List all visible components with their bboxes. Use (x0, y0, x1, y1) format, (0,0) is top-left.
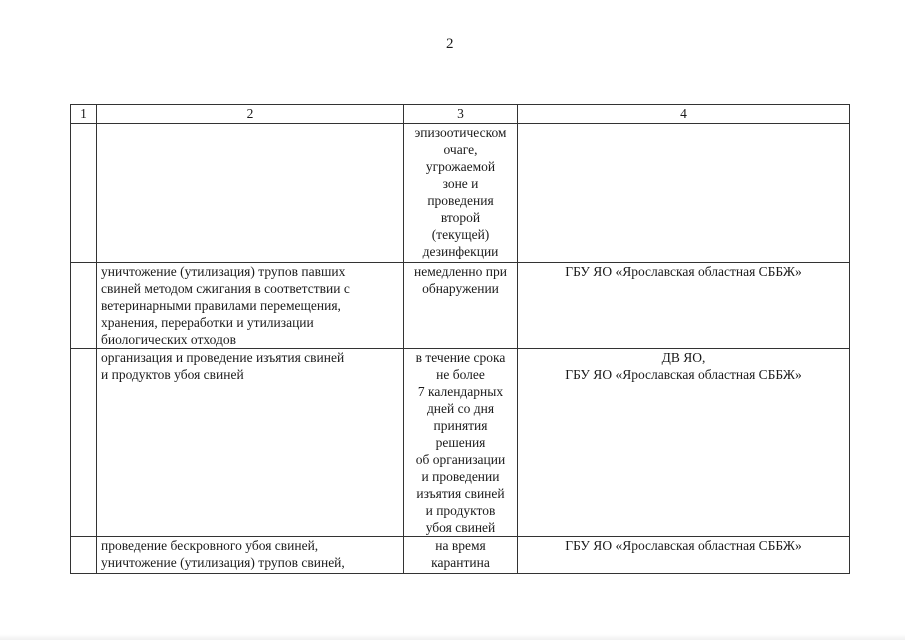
cell-text-line: уничтожение (утилизация) трупов свиней, (101, 555, 345, 570)
cell-text-line: зоне и (442, 176, 479, 191)
cell-text-line: угрожаемой (425, 159, 496, 174)
cell-text-line: карантина (431, 555, 490, 570)
header-cell-4: 4 (518, 105, 850, 124)
row-4-col-2 (97, 537, 404, 574)
row-2-col-4 (518, 263, 850, 349)
cell-text-line: дезинфекции (422, 244, 499, 259)
cell-text-line: эпизоотическом (414, 125, 507, 140)
row-1-col-2 (97, 124, 404, 263)
row-3-col-1 (71, 349, 97, 537)
cell-text-line: проведение бескровного убоя свиней, (101, 538, 319, 553)
row-1-col-3 (404, 124, 518, 263)
cell-text-line: принятия (433, 418, 488, 433)
row-4-col-4 (518, 537, 850, 574)
table-row (71, 263, 850, 349)
cell-text-line: 7 календарных (417, 384, 504, 399)
cell-text-line: очаге, (443, 142, 478, 157)
cell-text-line: организация и проведение изъятия свиней (101, 350, 345, 365)
row-1-col-4 (518, 124, 850, 263)
row-3-col-2 (97, 349, 404, 537)
cell-text-line: ГБУ ЯО «Ярославская областная СББЖ» (565, 538, 802, 553)
header-cell-3: 3 (404, 105, 518, 124)
table-row (71, 349, 850, 537)
cell-text-line: второй (440, 210, 481, 225)
cell-text-line: об организации (415, 452, 506, 467)
row-4-col-1 (71, 537, 97, 574)
row-3-col-4 (518, 349, 850, 537)
cell-text-line: ГБУ ЯО «Ярославская областная СББЖ» (565, 264, 802, 279)
header-cell-2: 2 (97, 105, 404, 124)
cell-text-line: биологических отходов (101, 332, 236, 347)
measures-table (70, 104, 850, 574)
cell-text-line: и продуктов (425, 503, 496, 518)
cell-text-line: ГБУ ЯО «Ярославская областная СББЖ» (565, 367, 802, 382)
cell-text-line: (текущей) (431, 227, 490, 242)
cell-text-line: изъятия свиней (416, 486, 505, 501)
cell-text-line: в течение срока (415, 350, 506, 365)
cell-text-line: решения (435, 435, 486, 450)
cell-text-line: ДВ ЯО, (661, 350, 706, 365)
row-2-col-3 (404, 263, 518, 349)
row-3-col-3 (404, 349, 518, 537)
row-2-col-2 (97, 263, 404, 349)
table-header-row (71, 105, 850, 124)
cell-text-line: и проведении (421, 469, 500, 484)
cell-text-line: свиней методом сжигания в соответствии с (101, 281, 350, 296)
cell-text-line: хранения, переработки и утилизации (101, 315, 314, 330)
page-number: 2 (446, 36, 454, 52)
cell-text-line: и продуктов убоя свиней (101, 367, 244, 382)
cell-text-line: ветеринарными правилами перемещения, (101, 298, 341, 313)
cell-text-line: на время (435, 538, 486, 553)
row-1-col-1 (71, 124, 97, 263)
table-row (71, 537, 850, 574)
cell-text-line: уничтожение (утилизация) трупов павших (101, 264, 346, 279)
cell-text-line: проведения (427, 193, 494, 208)
cell-text-line: убоя свиней (425, 520, 496, 535)
header-cell-1: 1 (71, 105, 97, 124)
row-4-col-3 (404, 537, 518, 574)
table-row (71, 124, 850, 263)
cell-text-line: не более (436, 367, 485, 382)
cell-text-line: обнаружении (422, 281, 499, 296)
scan-shadow (0, 634, 905, 640)
cell-text-line: дней со дня (426, 401, 495, 416)
row-2-col-1 (71, 263, 97, 349)
cell-text-line: немедленно при (414, 264, 507, 279)
